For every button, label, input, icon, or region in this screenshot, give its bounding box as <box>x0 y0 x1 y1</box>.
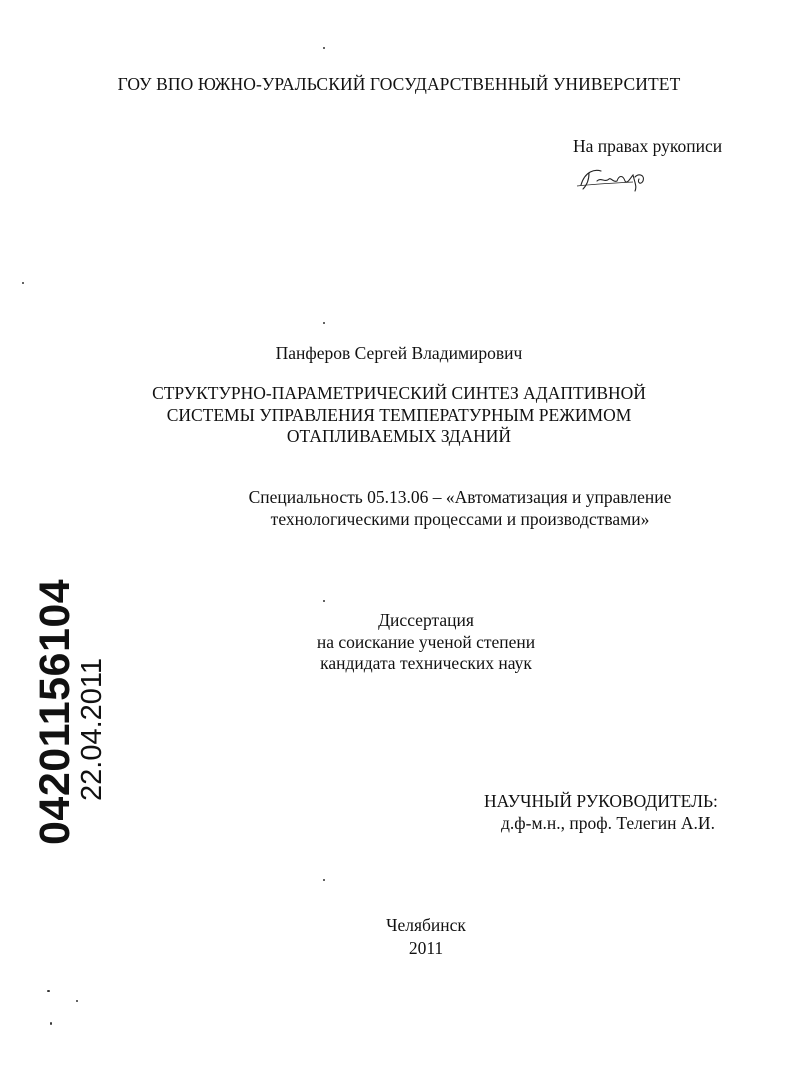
scan-speck <box>323 600 325 602</box>
city-year <box>106 914 746 960</box>
stamp-date: 22.04.2011 <box>76 658 108 801</box>
university-name: ГОУ ВПО ЮЖНО-УРАЛЬСКИЙ ГОСУДАРСТВЕННЫЙ УНИВЕРСИТЕТ <box>117 74 681 94</box>
year: 2011 <box>408 938 444 958</box>
scan-speck <box>323 879 325 881</box>
scan-speck <box>323 322 325 324</box>
title-line: ОТАПЛИВАЕМЫХ ЗДАНИЙ <box>286 426 512 446</box>
title-line: СИСТЕМЫ УПРАВЛЕНИЯ ТЕМПЕРАТУРНЫМ РЕЖИМОМ <box>166 404 632 425</box>
handwritten-signature <box>575 163 655 193</box>
degree-line: кандидата технических наук <box>320 653 532 673</box>
specialty-line: Специальность 05.13.06 – «Автоматизация и управление <box>248 487 672 507</box>
stamp-number: 04201156104 <box>31 578 79 845</box>
scan-speck <box>50 1022 52 1025</box>
scan-speck <box>47 990 50 992</box>
manuscript-rights: На правах рукописи <box>573 136 723 156</box>
supervisor-name: д.ф-м.н., проф. Телегин А.И. <box>501 813 715 833</box>
scan-speck <box>76 1000 78 1002</box>
degree-statement <box>106 610 746 675</box>
scan-speck <box>22 282 24 284</box>
degree-line: на соискание ученой степени <box>316 631 536 652</box>
degree-line: Диссертация <box>378 610 474 630</box>
specialty <box>120 487 798 530</box>
library-stamp <box>33 579 107 845</box>
title-line: СТРУКТУРНО-ПАРАМЕТРИЧЕСКИЙ СИНТЕЗ АДАПТИВНОЙ <box>152 383 646 403</box>
specialty-line: технологическими процессами и производствами» <box>270 508 650 529</box>
supervisor <box>484 790 718 834</box>
dissertation-title <box>0 383 798 448</box>
city: Челябинск <box>386 915 466 935</box>
supervisor-label: НАУЧНЫЙ РУКОВОДИТЕЛЬ: <box>484 791 718 811</box>
author-name: Панферов Сергей Владимирович <box>275 343 523 363</box>
scan-speck <box>323 47 325 49</box>
